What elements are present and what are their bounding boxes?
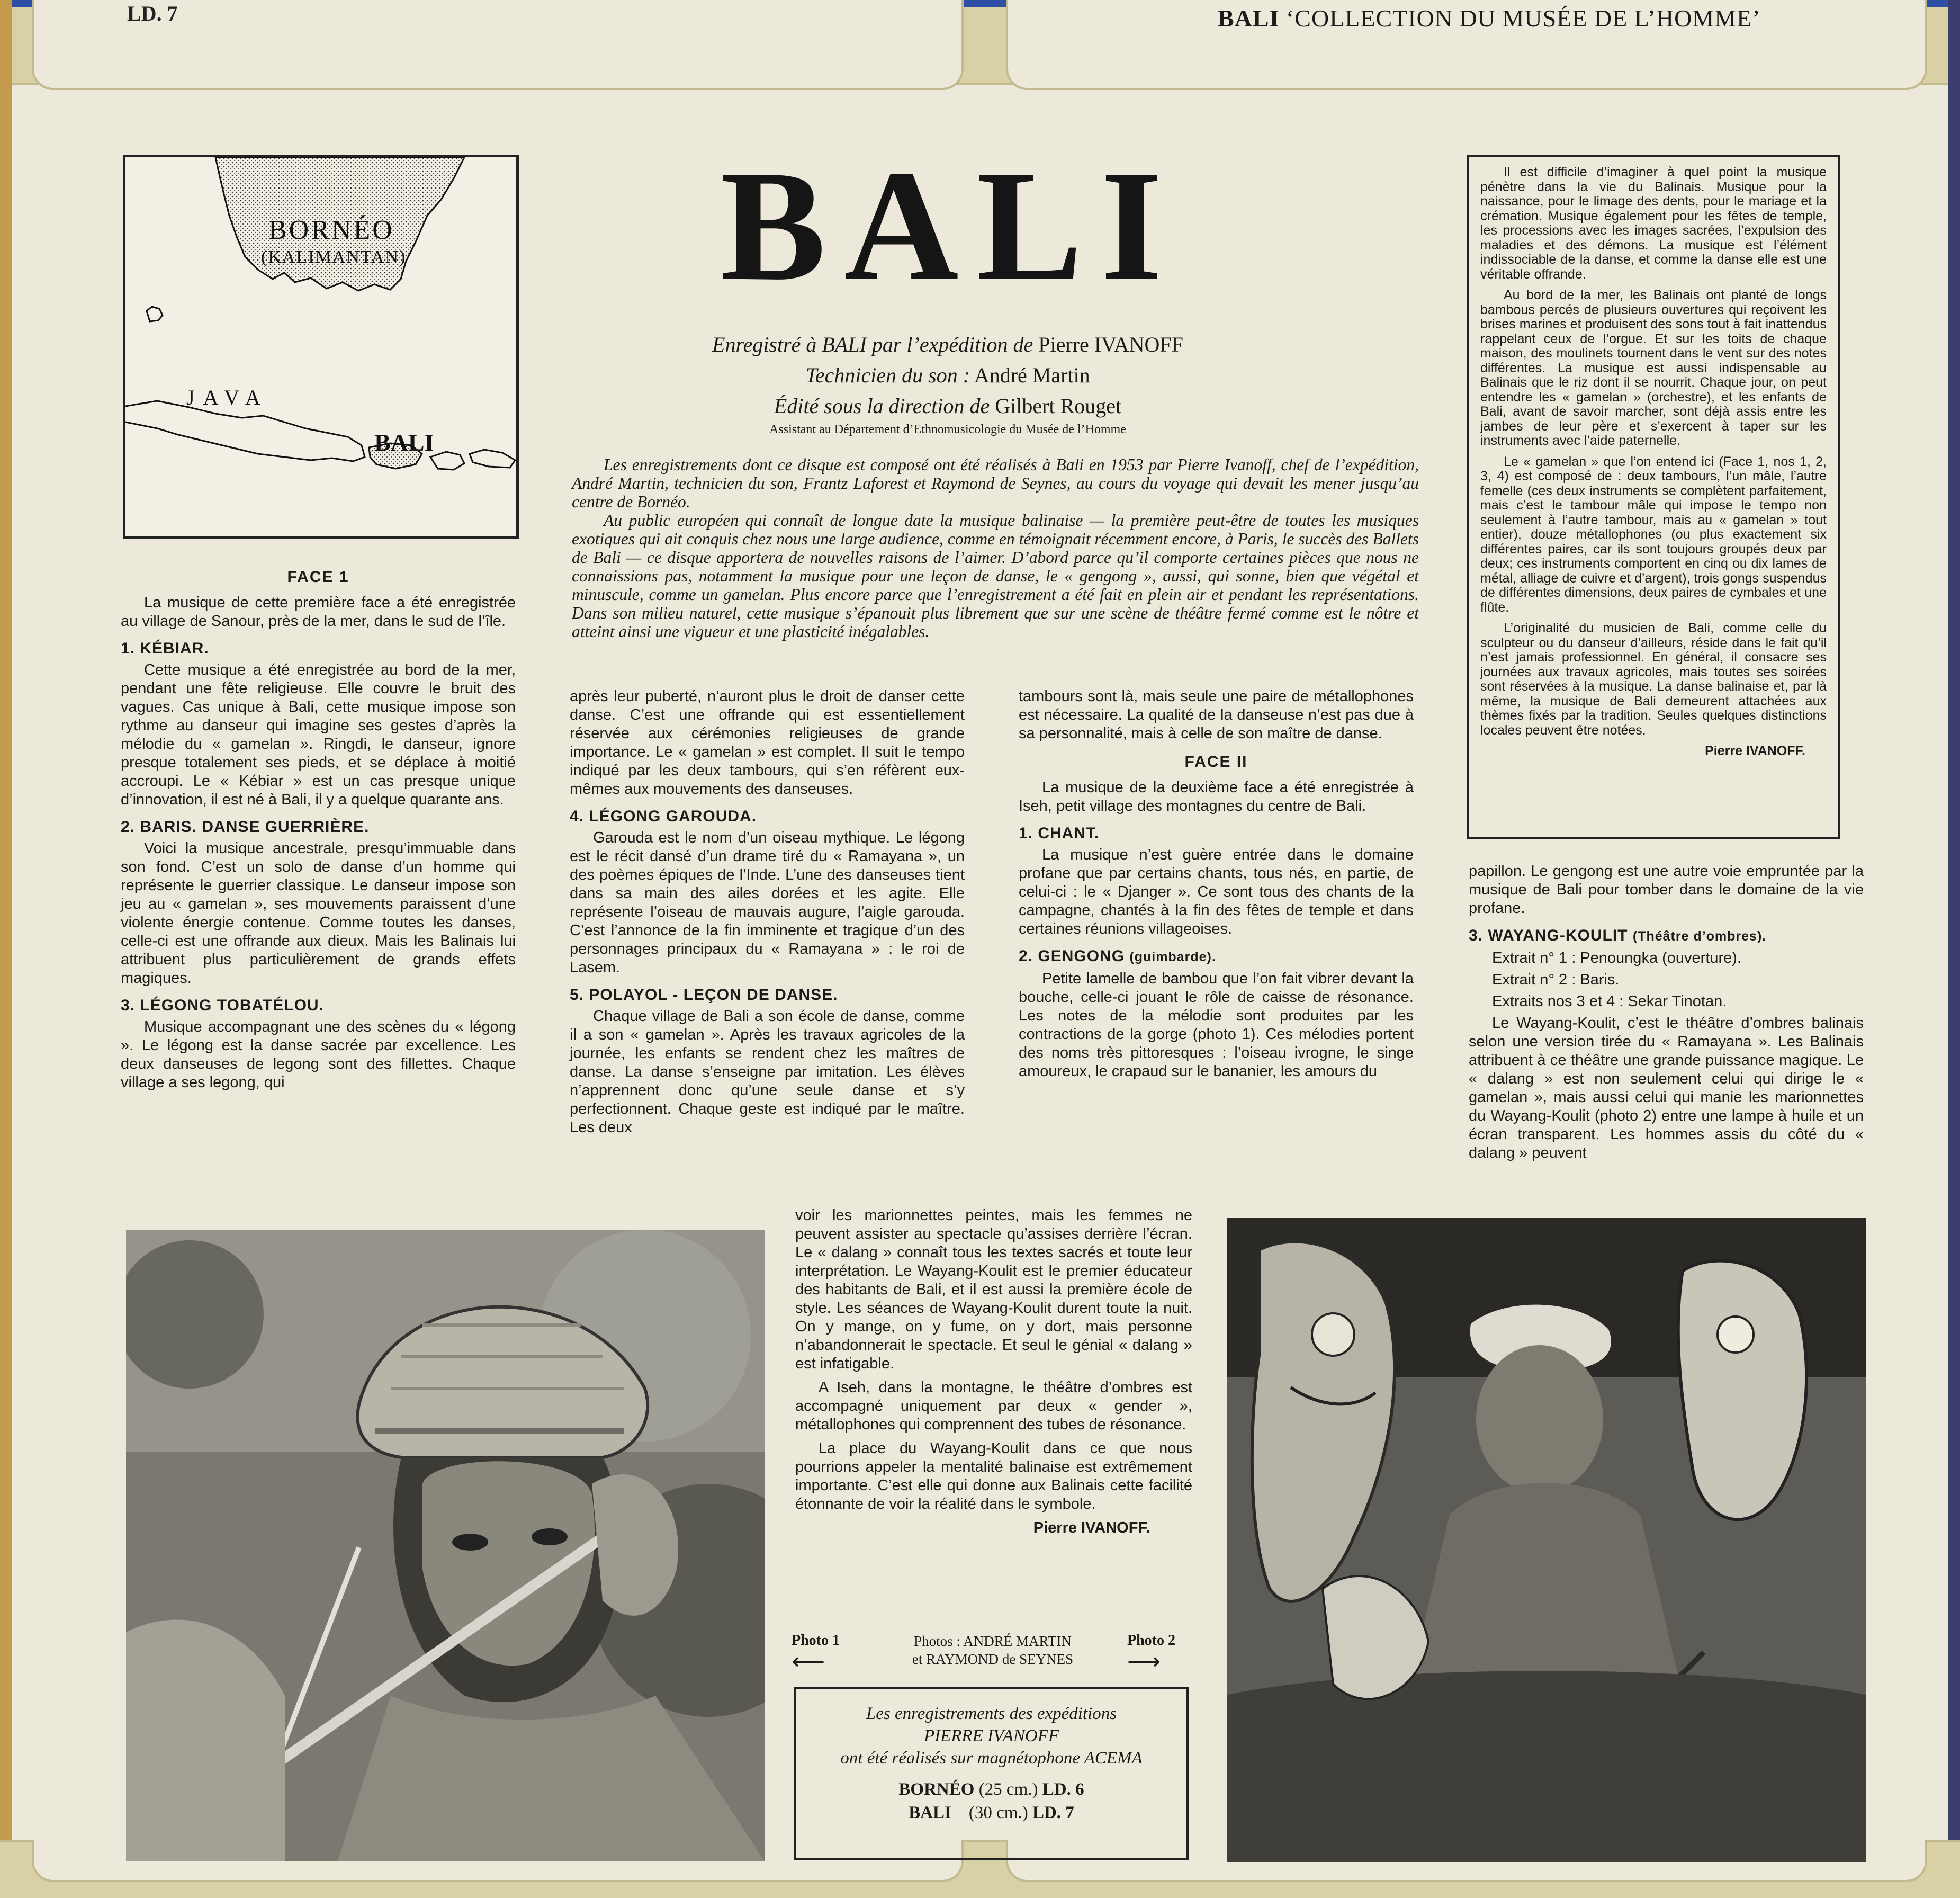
column-4: papillon. Le gengong est une autre voie empruntée par la musique de Bali pour tomber dans le domaine de la vie profane. 3. WAYANG-KOULIT (Théâtre d’ombres). Extrait n° 1 : Penoungka (ouverture). Extrait n° 2 : Baris. Extraits nos 3 et 4 : Sekar Tinotan. Le Wayang-Koulit, c’est le théâtre d’ombres balinais selon une version tirée du « Ramayana ». Les Balinais attribuent à ce théâtre une grande puissance magique. Le « dalang » est non seulement celui qui dirige le « gamelan », mais aussi celui qui manie les marionnettes du Wayang-Koulit (photo 2) entre une lampe à huile et un écran transparent. Les hommes assis du côté du « dalang » peuvent	[1469, 863, 1864, 1161]
photo-1	[126, 1230, 765, 1861]
column-5: voir les marionnettes peintes, mais les femmes ne peuvent assister au spectacle qu’assises derrière l’écran. Le « dalang » connaît tous les textes sacrés et toute leur interprétation. Le Wayang-Koulit est le premier éducateur des habitants de Bali, et il est aussi la première école de style. Les séances de Wayang-Koulit durent toute la nuit. On y mange, on y fume, on y dort, mais personne n’abandonnerait le spectacle. Et seul le génial « dalang » est infatigable. A Iseh, dans la montagne, le théâtre d’ombres est accompagné uniquement par deux « gender », métallophones qui comprennent des tubes de résonance. La place du Wayang-Koulit dans ce que nous pourrions appeler la mentalité balinaise est extrêmement importante. C’est elle qui donne aux Balinais cette facilité étonnante de voir la réalité dans le symbole. Pierre IVANOFF.	[795, 1207, 1192, 1536]
photo-1-label: Photo 1	[792, 1632, 840, 1649]
photo-2-image	[1227, 1218, 1866, 1862]
map-label-bali: BALI	[374, 429, 434, 456]
photo-2-label: Photo 2	[1127, 1632, 1175, 1649]
acema-box: Les enregistrements des expéditions PIERRE IVANOFF ont été réalisés sur magnétophone ACEMA BORNÉO (25 cm.) LD. 6 BALI (30 cm.) LD. 7	[794, 1687, 1189, 1860]
spine-left	[0, 0, 12, 1898]
intro-text: Les enregistrements dont ce disque est composé ont été réalisés à Bali en 1953 par Pierre Ivanoff, chef de l’expédition, André Martin, technicien du son, Frantz Laforest et Raymond de Seynes, au cours du voyage qui devait les mener jusqu’au centre de Bornéo. Au public européen qui connaît de longue date la musique balinaise — la première peut-être de toutes les musiques exotiques qui ait conquis chez nous une large audience, comme en témoignait récemment encore, à Paris, le succès des Ballets de Bali — ce disque apportera de nouvelles raisons de l’aimer. D’abord parce qu’il comporte certaines pièces que nous ne connaissions pas, notamment la musique pour une leçon de danse, le « gengong », aussi, qui sonne, bien que végétal et minuscule, comme un gamelan. Plus encore parce que l’enregistrement a été fait en plein air et pendant les représentations. Dans son milieu naturel, cette musique s’épanouit plus librement que sur une scène de théâtre fermé comme est le nôtre et atteint ainsi une vigueur et une plasticité inégalables.	[572, 455, 1419, 641]
record-borneo: BORNÉO (25 cm.) LD. 6	[898, 1780, 1084, 1799]
column-2: après leur puberté, n’auront plus le droit de danser cette danse. C’est une offrande qui est essentiellement réservée aux cérémonies religieuses de grande importance. Le « gamelan » est complet. Il suit le tempo indiqué par les deux tambours, qui s’en réfèrent eux-mêmes aux mouvements des danseuses. 4. LÉGONG GAROUDA. Garouda est le nom d’un oiseau mythique. Le légong est le récit dansé d’un drame tiré du « Ramayana », un des poèmes épiques de l’Inde. L’une des danseuses tient dans sa main des ailes dorées et les agite. Elle représente l’oiseau de mauvais augure, l’aigle garouda. C’est l’annonce de la fin imminente et tragique d’un des personnages principaux du « Ramayana » : le roi de Lasem. 5. POLAYOL - LEÇON DE DANSE. Chaque village de Bali a son école de danse, comme il a son « gamelan ». Après les travaux agricoles de la journée, les enfants se rendent chez les maîtres de danse. La danse s’enseigne par imitation. Les élèves n’apprennent donc qu’une seule danse et s’y perfectionnent. Chaque geste est indiqué par le maître. Les deux	[570, 688, 965, 1136]
map-label-borneo: BORNÉO	[268, 215, 394, 245]
photo-credit: Photos : ANDRÉ MARTIN et RAYMOND de SEYNES	[912, 1633, 1074, 1667]
map-label-kalimantan: (KALIMANTAN)	[261, 247, 407, 267]
record-bali: BALI (30 cm.) LD. 7	[909, 1803, 1074, 1822]
column-face-1: FACE 1 La musique de cette première face a été enregistrée au village de Sanour, près de la mer, dans le sud de l’île. 1. KÉBIAR. Cette musique a été enregistrée au bord de la mer, pendant une fête religieuse. Elle couvre le bruit des vagues. Cas unique à Bali, cette musique impose son rythme au danseur qui imagine ses gestes d’après la mélodie du « gamelan ». Ringdi, le danseur, ignore presque totalement ses pieds, et se déplace à moitié accroupi. Le « Kébiar » est un cas presque unique d’innovation, il est né à Bali, il y a quelque quarante ans. 2. BARIS. DANSE GUERRIÈRE. Voici la musique ancestrale, presqu’immuable dans son fond. C’est un solo de danse d’un homme qui représente le guerrier classique. Le danseur impose son jeu au « gamelan », ses mouvements paraissent d’une violente énergie contenue. Comme toutes les danses, celle-ci est une offrande aux dieux. Mais les Balinais lui attribuent plus particulièrement de grands effets magiques. 3. LÉGONG TOBATÉLOU. Musique accompagnant une des scènes du « légong ». Le légong est la danse sacrée par excellence. Les deux danseuses de legong sont des fillettes. Chaque village a ses legong, qui	[121, 568, 516, 1091]
arrow-right-icon: ⟶	[1127, 1649, 1161, 1675]
sidebar-textbox: Il est difficile d’imaginer à quel point la musique pénètre dans la vie du Balinais. Musique pour la naissance, pour le limage des dents, pour le mariage et la crémation. Musique également pour les fêtes de temple, les processions avec les images sacrées, l’expulsion des maladies et des démons. La musique est l’élément indissociable de la danse, et comme la danse elle est une véritable offrande. Au bord de la mer, les Balinais ont planté de longs bambous percés de plusieurs ouvertures qui reçoivent les brises marines et produisent des sons tout à fait inattendus rappelant ceux de l’orgue. Et sur les toits de chaque maison, des moulinets tournent dans le vent sur des notes différentes. La musique est aussi indispensable au Balinais que le riz dont il se nourrit. Chaque jour, on peut entendre les « gamelan » (orchestre), et les enfants de Bali, avant de savoir marcher, sont déjà assis entre les jambes de leur père et s’exercent à taper sur les instruments avec l’aide paternelle. Le « gamelan » que l’on entend ici (Face 1, nos 1, 2, 3, 4) est composé de : deux tambours, l’un mâle, l’autre femelle (ces deux instruments se complètent parfaitement, mais c’est le tambour mâle qui impose le tempo non seulement à l’autre tambour, mais au « gamelan » tout entier), douze métallophones (ou plus exactement six différentes paires, car ils sont toujours groupés deux par deux; ces instruments comportent en cinq ou dix lames de métal, alliage de cuivre et d’argent), trois gongs suspendus de différentes dimensions, deux paires de cymbales et une flûte. L’originalité du musicien de Bali, comme celle du sculpteur ou du danseur d’ailleurs, réside dans le fait qu’il n’est jamais professionnel. En général, il consacre ses journées aux travaux agricoles, mais toutes ses soirées sont réservées à la musique. La danse balinaise et, par là même, la musique de Bali demeurent attachées aux thèmes fixés par la tradition. Seules quelques distinctions locales peuvent être notées. Pierre IVANOFF.	[1467, 155, 1840, 839]
arrow-left-icon: ⟵	[792, 1649, 825, 1675]
credits: Enregistré à BALI par l’expédition de Pierre IVANOFF Technicien du son : André Martin Édité sous la direction de Gilbert Rouget Assistant au Département d’Ethnomusicologie du Musée de l’Homme	[712, 333, 1183, 436]
map-box	[123, 155, 519, 539]
collection-title: BALI ‘COLLECTION DU MUSÉE DE L’HOMME’	[1218, 5, 1761, 32]
spine-right	[1948, 0, 1960, 1898]
photo-1-image	[126, 1230, 765, 1861]
column-face-2: tambours sont là, mais seule une paire de métallophones est nécessaire. La qualité de la danseuse n’est pas due à sa personnalité, mais à celle de son maître de danse. FACE II La musique de la deuxième face a été enregistrée à Iseh, petit village des montagnes du centre de Bali. 1. CHANT. La musique n’est guère entrée dans le domaine profane que par certains chants, tous nés, en partie, de celui-ci : le « Djanger ». Ce sont tous des chants de la campagne, chantés à la fin des fêtes de temple et dans certaines réunions villageoises. 2. GENGONG (guimbarde). Petite lamelle de bambou que l’on fait vibrer devant la bouche, celle-ci jouant le rôle de caisse de résonance. Les notes de la mélodie sont produites par les contractions de la gorge (photo 1). Ces mélodies portent des noms très pittoresques : l’oiseau ivrogne, le singe amoureux, le crapaud sur le bananier, les amours du	[1019, 688, 1414, 1080]
photo-2	[1227, 1218, 1866, 1862]
page-title: BALI	[720, 138, 1181, 314]
catalog-number: LD. 7	[127, 2, 178, 25]
java-island	[125, 401, 365, 461]
photo-labels	[792, 1632, 1194, 1680]
map-label-java: JAVA	[186, 386, 269, 409]
